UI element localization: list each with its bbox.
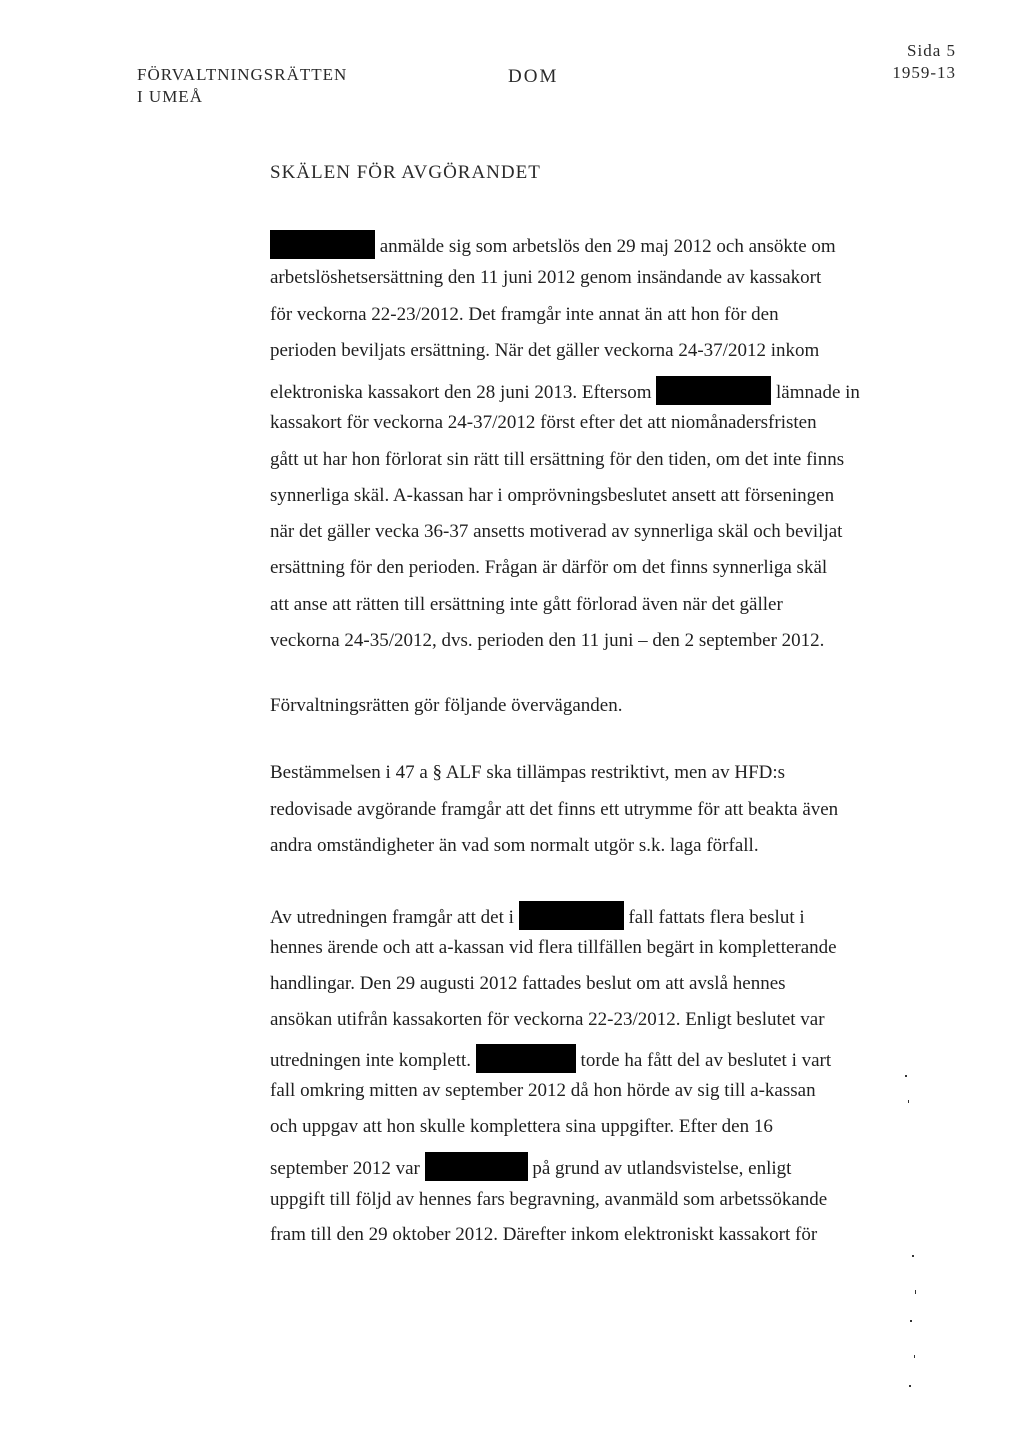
body-line-text: anmälde sig som arbetslös den 29 maj 2012 och ansökte om [379,236,836,257]
redaction-block [270,230,375,259]
scan-speck [910,1320,912,1322]
redaction-block [476,1044,576,1073]
page-info [880,40,956,84]
scan-speck [909,1385,911,1387]
body-line-text: september 2012 var [270,1158,420,1179]
redaction-block [425,1152,528,1181]
body-line [270,1044,831,1073]
body-line: ansökan utifrån kassakorten för veckorna 22-23/2012. Enligt beslutet var [270,1009,825,1030]
body-line: för veckorna 22-23/2012. Det framgår inte annat än att hon för den [270,304,779,325]
scan-speck [908,1100,909,1103]
court-name [137,64,347,108]
body-line: Bestämmelsen i 47 a § ALF ska tillämpas restriktivt, men av HFD:s [270,762,786,783]
redaction-block [656,376,771,405]
body-line: redovisade avgörande framgår att det finns ett utrymme för att beakta även [270,799,839,820]
section-title: SKÄLEN FÖR AVGÖRANDET [270,162,541,183]
document-type: DOM [508,66,559,87]
body-line-text: Av utredningen framgår att det i [270,907,514,928]
body-line [270,230,836,259]
body-line: hennes ärende och att a-kassan vid flera tillfällen begärt in kompletterande [270,937,837,958]
body-line [270,901,805,930]
body-line: fram till den 29 oktober 2012. Därefter inkom elektroniskt kassakort för [270,1224,818,1245]
body-line-text: på grund av utlandsvistelse, enligt [532,1158,792,1179]
court-name-line2: I UMEÅ [137,87,203,106]
body-line: uppgift till följd av hennes fars begravning, avanmäld som arbetssökande [270,1189,828,1210]
court-name-line1: FÖRVALTNINGSRÄTTEN [137,65,348,84]
scan-speck [914,1355,915,1358]
body-line: när det gäller vecka 36-37 ansetts motiverad av synnerliga skäl och beviljat [270,521,843,542]
body-line: att anse att rätten till ersättning inte gått förlorad även när det gäller [270,594,783,615]
body-line [270,376,860,405]
body-line-text: elektroniska kassakort den 28 juni 2013. Eftersom [270,382,652,403]
redaction-block [519,901,624,930]
body-line-text: lämnade in [776,382,860,403]
body-line: ersättning för den perioden. Frågan är därför om det finns synnerliga skäl [270,557,828,578]
body-line-text: utredningen inte komplett. [270,1050,472,1071]
body-line: andra omständigheter än vad som normalt utgör s.k. laga förfall. [270,835,759,856]
scan-speck [915,1290,916,1294]
scan-speck [912,1255,914,1257]
case-number: 1959-13 [892,63,956,82]
body-line: och uppgav att hon skulle komplettera sina uppgifter. Efter den 16 [270,1116,773,1137]
body-line: arbetslöshetsersättning den 11 juni 2012 genom insändande av kassakort [270,267,822,288]
body-line: gått ut har hon förlorat sin rätt till ersättning för den tiden, om det inte finns [270,449,845,470]
body-line-text: torde ha fått del av beslutet i vart [580,1050,832,1071]
body-line: perioden beviljats ersättning. När det gäller veckorna 24-37/2012 inkom [270,340,820,361]
body-line-text: fall fattats flera beslut i [628,907,805,928]
page-number: Sida 5 [907,41,956,60]
scan-speck [905,1075,907,1077]
body-line: kassakort för veckorna 24-37/2012 först efter det att niomånadersfristen [270,412,817,433]
body-line: veckorna 24-35/2012, dvs. perioden den 11 juni – den 2 september 2012. [270,630,825,651]
body-line: fall omkring mitten av september 2012 då hon hörde av sig till a-kassan [270,1080,816,1101]
body-line: Förvaltningsrätten gör följande överväganden. [270,695,623,716]
body-line: handlingar. Den 29 augusti 2012 fattades beslut om att avslå hennes [270,973,786,994]
body-line [270,1152,791,1181]
body-line: synnerliga skäl. A-kassan har i omprövningsbeslutet ansett att förseningen [270,485,835,506]
